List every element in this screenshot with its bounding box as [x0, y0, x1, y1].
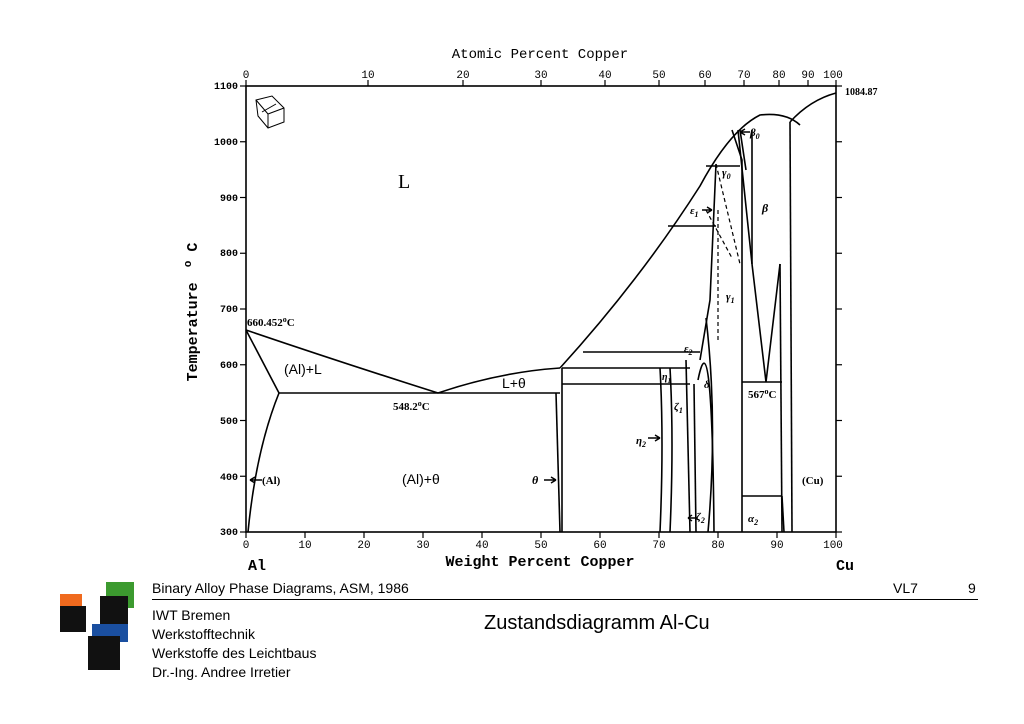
y-tick-label: 1100	[213, 82, 238, 93]
boundary-line	[738, 130, 752, 264]
zeta1-sub: 1	[678, 406, 683, 415]
eutectoid-unit: C	[768, 389, 777, 401]
logo-cube-black-bottom	[88, 636, 120, 670]
alpha2-symbol: α	[748, 513, 755, 525]
top-tick-label: 20	[456, 70, 470, 82]
alpha2-label	[748, 513, 758, 527]
epsilon2-symbol: ε	[684, 343, 689, 355]
top-tick-label: 0	[242, 70, 250, 82]
gamma0-symbol: γ	[722, 167, 727, 179]
boundary-line	[686, 360, 690, 532]
zeta2-sub: 2	[700, 516, 705, 525]
epsilon2-sub: 2	[688, 348, 693, 357]
liquid-theta-region-label: L+θ	[502, 375, 526, 391]
top-tick-label: 10	[361, 70, 375, 82]
iwt-logo	[56, 580, 140, 672]
epsilon1-label	[690, 205, 699, 219]
eutectic-temperature-label	[393, 399, 430, 413]
cu-melting-point-label: 1084.87	[845, 87, 878, 98]
al-melting-point-label	[247, 315, 295, 329]
slide-title: Zustandsdiagramm Al-Cu	[484, 612, 710, 634]
bottom-tick-label: 0	[242, 540, 250, 552]
institute-line-author: Dr.-Ing. Andree Irretier	[152, 664, 291, 680]
bottom-axis-title: Weight Percent Copper	[445, 554, 635, 571]
epsilon1-symbol: ε	[690, 205, 695, 217]
y-tick-label: 600	[219, 361, 238, 372]
beta0-symbol: β	[750, 127, 756, 139]
y-axis-title	[179, 243, 202, 382]
epsilon2-label	[684, 343, 693, 357]
al-melt-unit: C	[286, 317, 295, 329]
right-element-label: Cu	[836, 558, 855, 575]
al-theta-region-label: (Al)+θ	[402, 471, 440, 487]
delta-label: δ	[704, 379, 710, 391]
boundary-line	[660, 368, 662, 532]
zeta1-label	[674, 401, 683, 415]
y-axis-title-text: Temperature	[185, 282, 202, 382]
logo-cube-black-right	[100, 596, 128, 626]
arrow-eta2	[648, 435, 660, 441]
liquid-label: L	[398, 171, 411, 193]
top-tick-label: 60	[698, 70, 712, 82]
boundary-line	[438, 368, 560, 393]
zeta2-symbol: ζ	[696, 511, 701, 523]
pointer-arrows	[250, 129, 750, 521]
bottom-tick-labels	[243, 540, 843, 552]
al-liquid-region-label: (Al)+L	[284, 361, 322, 377]
bottom-tick-label: 100	[823, 540, 843, 552]
top-axis-title: Atomic Percent Copper	[451, 47, 629, 63]
phase-boundaries	[246, 93, 836, 532]
eutectic-value: 548.2	[393, 401, 418, 413]
y-tick-label: 500	[219, 417, 238, 428]
eutectic-unit: C	[421, 401, 430, 413]
cu-solid-solution-label: (Cu)	[802, 475, 824, 487]
institute-block	[152, 606, 316, 682]
page-number: 9	[968, 580, 976, 596]
top-tick-label: 80	[772, 70, 786, 82]
eutectoid-sup: o	[764, 387, 769, 396]
al-solid-solution-label: (Al)	[262, 475, 281, 487]
top-tick-label: 90	[801, 70, 815, 82]
top-tick-label: 100	[823, 70, 843, 82]
y-tick-label: 900	[219, 194, 238, 205]
source-citation: Binary Alloy Phase Diagrams, ASM, 1986	[152, 580, 409, 596]
top-tick-label: 30	[534, 70, 548, 82]
bottom-tick-label: 60	[593, 540, 607, 552]
boundary-line	[790, 93, 836, 122]
boundary-line	[248, 393, 279, 532]
lecture-code: VL7	[893, 580, 918, 596]
y-axis-unit: C	[185, 242, 202, 252]
bottom-tick-label: 40	[475, 540, 489, 552]
dashed-boundary-line	[706, 210, 732, 258]
boundary-line	[560, 114, 800, 368]
eta2-label	[636, 435, 646, 449]
bottom-tick-label: 10	[298, 540, 312, 552]
dashed-boundaries	[706, 164, 740, 340]
arrow-theta	[544, 477, 556, 483]
cube-structure-icon	[256, 96, 284, 128]
bottom-tick-label: 20	[357, 540, 371, 552]
y-axis-unit-sup: o	[183, 260, 195, 268]
institute-line-name: IWT Bremen	[152, 607, 231, 623]
gamma1-symbol: γ	[726, 291, 731, 303]
alpha2-sub: 2	[754, 518, 759, 527]
institute-line-group: Werkstoffe des Leichtbaus	[152, 645, 317, 661]
boundary-line	[556, 393, 560, 532]
eta2-symbol: η	[636, 435, 643, 447]
beta0-sub: 0	[755, 132, 760, 141]
top-tick-label: 50	[652, 70, 666, 82]
eta1-symbol: η	[662, 372, 668, 383]
gamma1-label	[726, 291, 735, 305]
zeta1-symbol: ζ	[674, 401, 679, 413]
bottom-tick-label: 80	[711, 540, 725, 552]
institute-line-department: Werkstofftechnik	[152, 626, 255, 642]
zeta2-label	[696, 511, 705, 525]
gamma0-label	[722, 167, 731, 181]
y-tick-label: 800	[219, 249, 238, 260]
bottom-tick-label: 70	[652, 540, 666, 552]
eutectoid-value: 567	[748, 389, 765, 401]
left-element-label: Al	[248, 558, 267, 575]
logo-cube-black-left	[60, 606, 86, 632]
y-tick-labels	[214, 82, 238, 539]
svg-text:Temperature o C	[179, 243, 202, 382]
boundary-line	[694, 384, 696, 532]
al-melt-value: 660.452	[247, 317, 283, 329]
theta-phase-label: θ	[532, 473, 539, 487]
boundary-line	[667, 368, 672, 532]
arrow-beta0	[740, 129, 750, 135]
y-tick-label: 700	[219, 305, 238, 316]
bottom-tick-label: 50	[534, 540, 548, 552]
bottom-tick-label: 90	[770, 540, 784, 552]
boundary-line	[752, 264, 780, 382]
eta1-sub: 1	[667, 377, 671, 385]
eta2-sub: 2	[642, 440, 647, 449]
gamma1-sub: 1	[730, 296, 735, 305]
eutectic-sup: o	[417, 399, 422, 408]
footer-divider	[152, 599, 978, 600]
boundary-line	[780, 264, 782, 532]
plot-frame	[246, 86, 836, 532]
boundary-line	[790, 122, 792, 532]
y-tick-label: 1000	[213, 138, 238, 149]
top-tick-label: 40	[598, 70, 612, 82]
gamma0-sub: 0	[726, 172, 731, 181]
y-tick-label: 400	[219, 473, 238, 484]
top-tick-labels	[243, 70, 843, 82]
boundary-line	[732, 130, 742, 532]
beta-label: β	[762, 201, 769, 215]
bottom-tick-label: 30	[416, 540, 430, 552]
y-tick-label: 300	[219, 528, 238, 539]
epsilon1-sub: 1	[694, 210, 699, 219]
eutectoid-temperature-label	[748, 387, 777, 401]
beta0-label	[749, 127, 760, 141]
al-melt-sup: o	[282, 315, 287, 324]
top-tick-label: 70	[737, 70, 751, 82]
